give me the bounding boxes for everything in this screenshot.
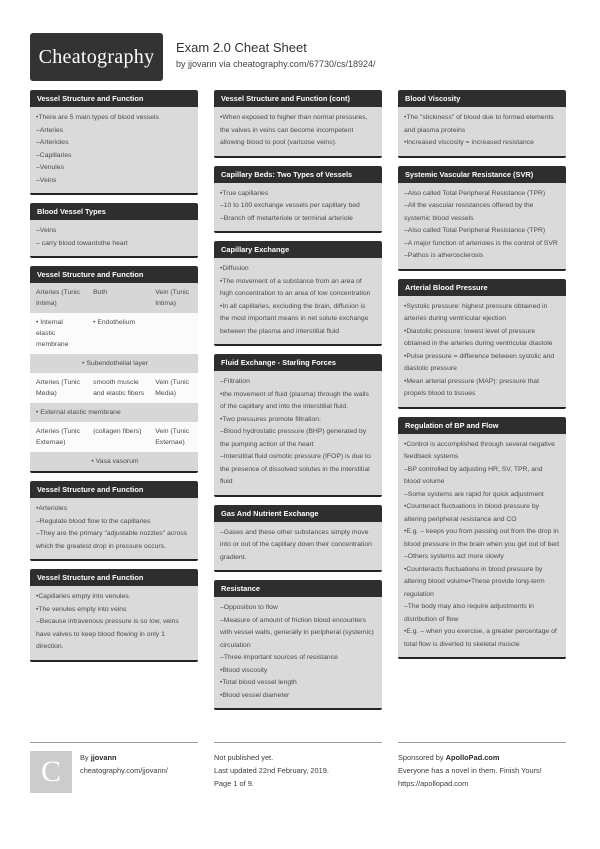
byline-sheet-link[interactable]: cheatography.com/67730/cs/18924/: [233, 59, 376, 69]
table-cell: smooth muscle and elastic fibers: [93, 379, 145, 397]
list-item: –Veins: [36, 176, 57, 184]
page-title: Exam 2.0 Cheat Sheet: [176, 40, 307, 55]
list-item: –BP controlled by adjusting HR, SV, TPR, and blood volume: [404, 465, 543, 485]
section-body: [398, 183, 566, 269]
list-item: –They are the primary "adjustable nozzles" across which the greatest drop in pressure occurs.: [36, 530, 188, 550]
list-item: – carry blood towardsthe heart: [36, 239, 128, 247]
table-cell: Both: [93, 289, 108, 296]
section-body: [398, 296, 566, 407]
title-block: [176, 33, 376, 69]
section-body: [30, 586, 198, 660]
section-card: [398, 90, 566, 158]
table-cell: Arteries (Tunic Externae): [36, 428, 80, 446]
section-card: [30, 203, 198, 258]
list-item: •The "stickiness" of blood due to formed elements and plasma proteins: [404, 114, 554, 134]
table-cell: [149, 313, 198, 354]
byline-author[interactable]: jjovann: [188, 59, 217, 69]
section-title: Vessel Structure and Function (cont): [214, 90, 382, 107]
table-cell: • Vasa vasorum: [91, 458, 139, 465]
section-body: [214, 522, 382, 571]
section-card: [398, 417, 566, 660]
list-item: •The venules empty into veins: [36, 605, 127, 613]
list-item: –Filtration: [220, 378, 250, 385]
section-title: Capillary Exchange: [214, 241, 382, 258]
page-footer: [30, 742, 570, 793]
list-item: –The body may also require adjustments in distribution of flow: [404, 603, 534, 623]
list-item: –Branch off metarteriole or terminal arteriole: [220, 214, 353, 222]
footer-sponsored-prefix: Sponsored by: [398, 753, 446, 762]
section-body: [214, 258, 382, 344]
list-item: –Gases and these other substances simply move into or out of the capillary down their concentration gradient.: [220, 528, 372, 561]
footer-sponsor-link[interactable]: https://apollopad.com: [398, 779, 469, 788]
list-item: •Pulse pressure = difference between systolic and diastolic pressure: [404, 352, 555, 372]
section-card: [214, 90, 382, 158]
section-title: Fluid Exchange - Starling Forces: [214, 354, 382, 371]
list-item: •Diastolic pressure: lowest level of pressure obtained in the arteries during ventricular diastole: [404, 327, 553, 347]
list-item: •Total blood vessel length: [220, 679, 297, 686]
list-item: •Control is accomplished through several negative feedback systems: [404, 440, 555, 460]
section-title: Vessel Structure and Function: [30, 481, 198, 498]
list-item: •Diffusion: [220, 265, 249, 272]
footer-sponsor-block: [398, 742, 566, 793]
table-cell: Arteries (Tunic Media): [36, 379, 80, 397]
byline-prefix: by: [176, 59, 189, 69]
section-card: [214, 354, 382, 497]
section-card: [398, 166, 566, 271]
footer-page-number: Page 1 of 9.: [214, 779, 254, 788]
list-item: •Two pressures promote filtration:: [220, 415, 321, 423]
table-cell: Vein (Tunic Intima): [155, 289, 190, 307]
cheatography-logo-text: Cheatography: [38, 45, 155, 68]
list-item: •Capillaries empty into venules.: [36, 593, 131, 600]
list-item: •Blood vessel diameter: [220, 691, 290, 699]
byline: [176, 59, 376, 69]
list-item: –Arteries: [36, 126, 64, 134]
list-item: –A major function of arterioles is the control of SVR: [404, 239, 558, 247]
list-item: –10 to 100 exchange vessels per capillary bed: [220, 202, 360, 209]
list-item: –Others systems act more slowly: [404, 553, 504, 560]
footer-publish-status: Not published yet.: [214, 753, 274, 762]
list-item: –Venules: [36, 164, 64, 171]
section-card: [214, 505, 382, 573]
table-cell: Arteries (Tunic Intima): [36, 289, 80, 307]
footer-author-name[interactable]: jjovann: [90, 753, 117, 762]
section-card: [214, 241, 382, 346]
list-item: •Blood viscosity: [220, 666, 268, 674]
section-body: [30, 220, 198, 256]
section-card: [214, 580, 382, 710]
list-item: •the movement of fluid (plasma) through the walls of the capillary and into the interstitial fluid.: [220, 390, 369, 410]
section-title: Vessel Structure and Function: [30, 569, 198, 586]
footer-author-block: [30, 742, 198, 793]
section-body: [214, 597, 382, 708]
list-item: •E.g. – when you exercise, a greater percentage of total flow is diverted to skeletal muscle: [404, 628, 557, 648]
table-cell: Vein (Tunic Externae): [155, 428, 190, 446]
table-row: [30, 403, 198, 422]
cheatography-logo[interactable]: [30, 33, 163, 81]
list-item: –Three important sources of resistance: [220, 654, 338, 661]
section-title: Systemic Vascular Resistance (SVR): [398, 166, 566, 183]
table-cell: (collagen fibers): [93, 428, 142, 435]
section-title: Regulation of BP and Flow: [398, 417, 566, 434]
column: [398, 90, 566, 718]
cheatography-footer-logo[interactable]: [30, 751, 72, 793]
section-title: Gas And Nutrient Exchange: [214, 505, 382, 522]
content-columns: [30, 90, 570, 718]
list-item: •Counteract fluctuations in blood pressure by altering peripheral resistance and CO: [404, 503, 539, 523]
list-item: –Blood hydrostatic pressure (BHP) generated by the pumping action of the heart: [220, 428, 367, 448]
list-item: –Veins: [36, 227, 57, 234]
section-title: Resistance: [214, 580, 382, 597]
section-body: [214, 183, 382, 232]
list-item: •E.g. – keeps you from passing out from the drop in blood pressure in the brain when you get out of bed: [404, 528, 559, 548]
list-item: –Also called Total Peripheral Resistance (TPR): [404, 227, 546, 234]
table-cell: • Endothelium: [93, 319, 136, 326]
table-row: [30, 452, 198, 471]
footer-author-text: [80, 751, 168, 793]
list-item: •In all capillaries, excluding the brain, diffusion is the most important means in net solute exchange between the plasma and interstitial fluid: [220, 302, 369, 335]
list-item: •Systolic pressure: highest pressure obtained in arteries during ventricular ejection: [404, 302, 548, 322]
table-row: [30, 373, 198, 403]
column: [30, 90, 198, 718]
footer-author-profile-link[interactable]: cheatography.com/jjovann/: [80, 766, 168, 775]
list-item: •Mean arterial pressure (MAP): pressure that propels blood to tissues: [404, 377, 539, 397]
footer-by-prefix: By: [80, 753, 91, 762]
list-item: •Arterioles: [36, 505, 68, 512]
list-item: •True capillaries: [220, 189, 269, 197]
list-item: –Some systems are rapid for quick adjustment: [404, 490, 544, 498]
section-body: [398, 107, 566, 156]
footer-sponsor-tagline: Everyone has a novel in them. Finish Yours!: [398, 766, 542, 775]
table-row: [30, 422, 198, 452]
section-card: [30, 90, 198, 195]
section-body: [214, 107, 382, 156]
list-item: •Counteracts fluctuations in blood pressure by altering blood volume•These provide long-term regulation: [404, 565, 545, 598]
section-body: [398, 434, 566, 658]
table-cell: • Subendothelial layer: [82, 360, 148, 367]
section-card: [30, 266, 198, 473]
page-header: [0, 0, 600, 81]
section-body: [214, 371, 382, 495]
list-item: –Opposition to flow: [220, 604, 278, 611]
list-item: –Arterioles: [36, 139, 69, 146]
cheatography-footer-logo-letter: C: [40, 755, 61, 788]
list-item: •Increased viscosity = increased resistance: [404, 139, 534, 146]
table-row: [30, 354, 198, 373]
list-item: –Interstitial fluid osmotic pressure (IFOP) is due to the presence of dissolved solutes in the interstitial fluid: [220, 453, 371, 485]
column: [214, 90, 382, 718]
section-card: [398, 279, 566, 409]
section-title: Blood Vessel Types: [30, 203, 198, 220]
section-title: Vessel Structure and Function: [30, 266, 198, 283]
list-item: •There are 5 main types of blood vessels: [36, 114, 159, 121]
section-title: Vessel Structure and Function: [30, 90, 198, 107]
list-item: –Because intravenous pressure is so low, veins have valves to keep blood flowing in only 1 direction.: [36, 618, 179, 650]
list-item: –Regulate blood flow to the capillaries: [36, 517, 151, 525]
table-row: [30, 313, 198, 354]
list-item: •The movement of a substance from an area of high concentration to an area of low concentration: [220, 277, 371, 297]
list-item: –Pathos is atherosclerosis: [404, 252, 484, 259]
footer-last-updated: Last updated 22nd February, 2019.: [214, 766, 329, 775]
list-item: –Capillaries: [36, 151, 72, 159]
section-title: Capillary Beds: Two Types of Vessels: [214, 166, 382, 183]
table-cell: • External elastic membrane: [36, 409, 121, 416]
list-item: –Measure of amount of friction blood encounters with vessel walls, generally in peripheral (systemic) circulation: [220, 616, 374, 649]
section-title: Blood Viscosity: [398, 90, 566, 107]
section-card: [30, 481, 198, 561]
byline-via: via: [216, 59, 234, 69]
table-row: [30, 283, 198, 313]
footer-sponsor-name[interactable]: ApolloPad.com: [445, 753, 500, 762]
table-cell: • Internal elastic membrane: [36, 319, 69, 348]
section-title: Arterial Blood Pressure: [398, 279, 566, 296]
table-cell: Vein (Tunic Media): [155, 379, 190, 397]
footer-status-block: [214, 742, 382, 793]
list-item: –Also called Total Peripheral Resistance (TPR): [404, 189, 546, 197]
section-body: [30, 107, 198, 193]
list-item: •When exposed to higher than normal pressures, the valves in veins can become incompetent allowing blood to pool (varicose veins).: [220, 114, 368, 146]
section-card: [214, 166, 382, 234]
section-body: [30, 498, 198, 559]
list-item: –All the vascular resistances offered by the systemic blood vessels: [404, 202, 534, 222]
section-card: [30, 569, 198, 662]
